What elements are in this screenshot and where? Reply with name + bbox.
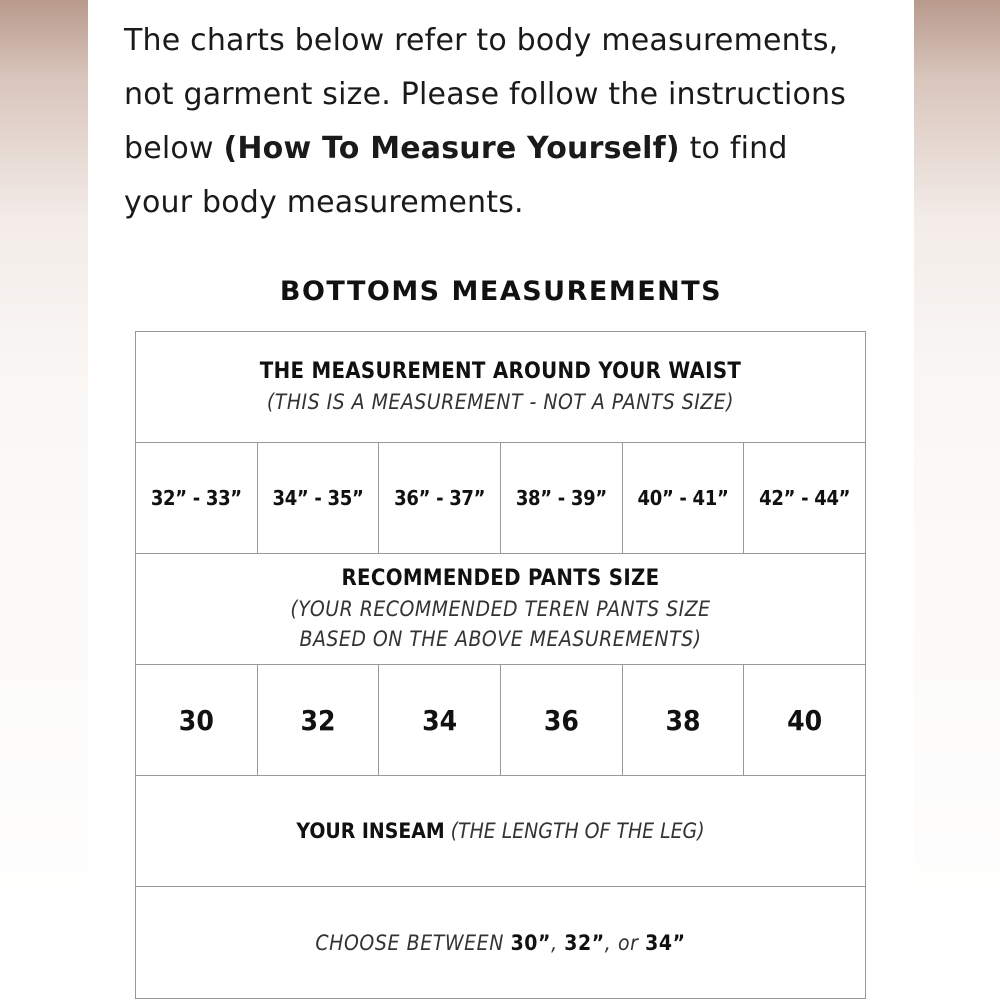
intro-line-3 — [124, 122, 884, 176]
inseam-separator-2: , or — [604, 930, 646, 955]
inseam-option-32: 32” — [564, 930, 605, 955]
pants-size-cell: 32 — [258, 665, 380, 776]
intro-line-3-post: to find — [679, 131, 788, 166]
inseam-note: (THE LENGTH OF THE LEG) — [444, 819, 705, 843]
waist-header: THE MEASUREMENT AROUND YOUR WAIST — [259, 359, 742, 384]
pants-header-row — [136, 554, 866, 665]
pants-size-cell: 34 — [379, 665, 501, 776]
inseam-separator-1: , — [551, 930, 565, 955]
waist-header-cell — [136, 332, 866, 443]
intro-line-4: your body measurements. — [124, 185, 524, 220]
inseam-header-cell — [136, 776, 866, 887]
inseam-header-row — [136, 776, 866, 887]
waist-range-cell: 34” - 35” — [258, 443, 380, 554]
pants-size-cell: 38 — [623, 665, 745, 776]
pants-size-cell: 36 — [501, 665, 623, 776]
intro-line-3-pre: below — [124, 131, 224, 166]
inseam-choice-line — [315, 931, 685, 955]
pants-note-line-1: (YOUR RECOMMENDED TEREN PANTS SIZE — [290, 597, 711, 621]
measurement-table — [135, 331, 866, 999]
waist-note: (THIS IS A MEASUREMENT - NOT A PANTS SIZE) — [266, 390, 735, 414]
inseam-header: YOUR INSEAM — [296, 819, 445, 843]
pants-header-cell — [136, 554, 866, 665]
waist-ranges-row — [136, 443, 866, 554]
pants-size-cell: 40 — [744, 665, 866, 776]
inseam-choice-row — [136, 887, 866, 999]
waist-range-cell: 36” - 37” — [379, 443, 501, 554]
choose-between-text: CHOOSE BETWEEN — [315, 930, 511, 955]
waist-range-cell: 32” - 33” — [136, 443, 258, 554]
waist-range-cell: 40” - 41” — [623, 443, 745, 554]
intro-paragraph — [124, 14, 884, 230]
how-to-measure-reference: (How To Measure Yourself) — [223, 131, 680, 166]
pants-header: RECOMMENDED PANTS SIZE — [341, 566, 660, 591]
inseam-header-line — [296, 816, 704, 846]
pants-note-line-2: BASED ON THE ABOVE MEASUREMENTS) — [299, 627, 702, 651]
intro-line-1: The charts below refer to body measurements, — [124, 23, 839, 58]
pants-sizes-row — [136, 665, 866, 776]
intro-line-2: not garment size. Please follow the instructions — [124, 77, 847, 112]
waist-header-row — [136, 332, 866, 443]
waist-range-cell: 42” - 44” — [744, 443, 866, 554]
inseam-option-34: 34” — [645, 930, 686, 955]
waist-range-cell: 38” - 39” — [501, 443, 623, 554]
inseam-option-30: 30” — [510, 930, 552, 955]
inseam-choice-cell — [136, 887, 866, 999]
section-title: BOTTOMS MEASUREMENTS — [279, 276, 723, 307]
pants-size-cell: 30 — [136, 665, 258, 776]
